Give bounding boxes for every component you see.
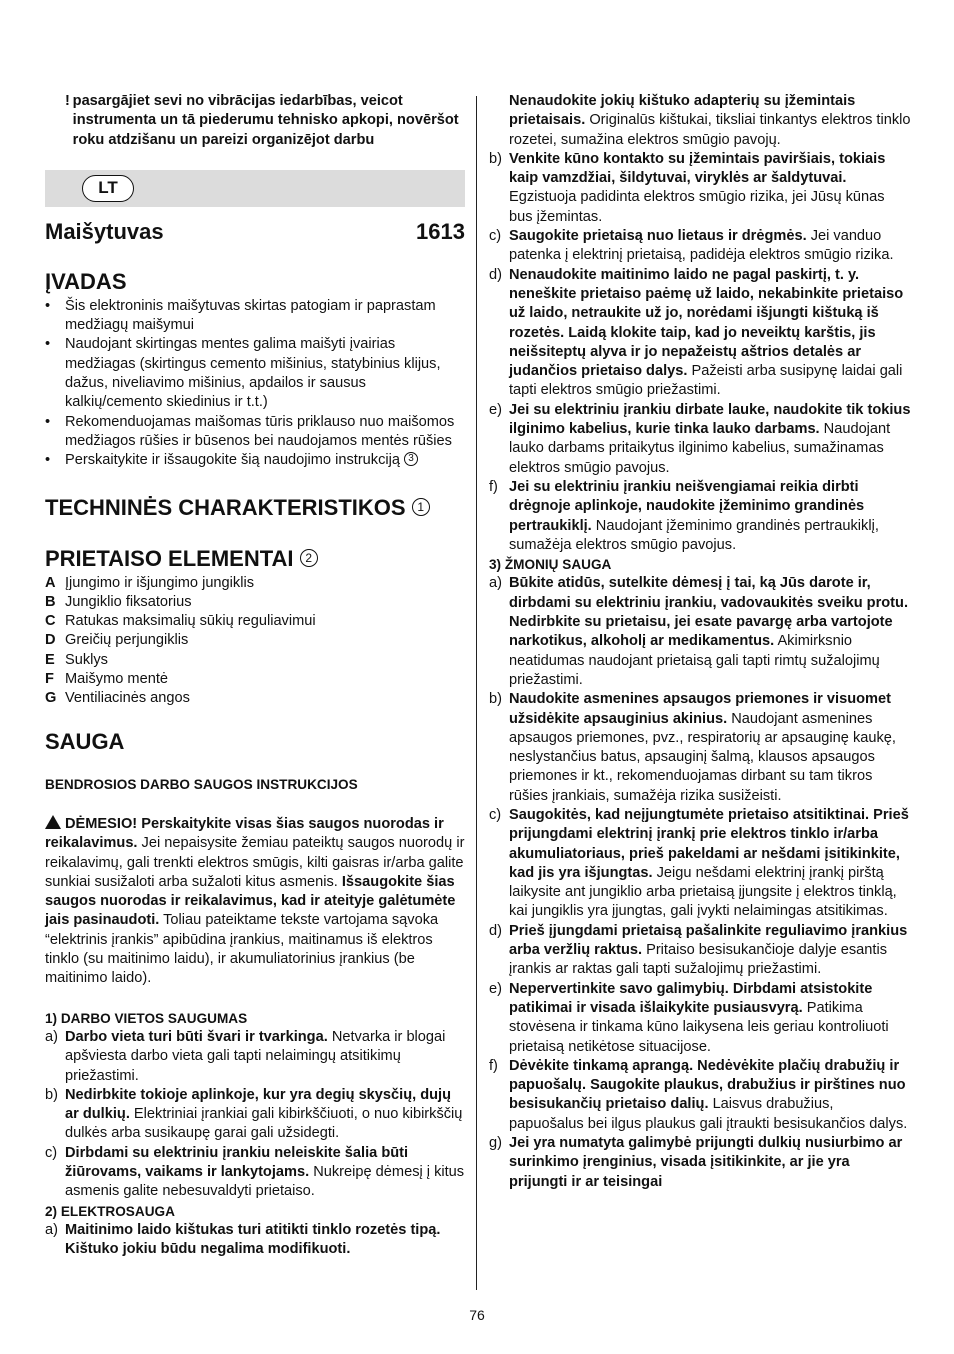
list-item: D Greičių perjungiklis — [45, 632, 189, 649]
page-title — [45, 219, 465, 245]
list-item: E Suklys — [45, 651, 108, 668]
safety-heading: SAUGA — [45, 728, 125, 754]
product-model: 1613 — [416, 218, 465, 244]
right-column — [489, 92, 911, 1192]
language-bar — [45, 170, 465, 207]
list-item: d) Nenaudokite maitinimo laido ne pagal paskirtį, t. y. neneškite prietaiso paėmę už laido, nekabinkite prietaiso už laido, netraukite už jo, norėdami išjungti kištuką iš rozetės. Laidą klokite taip, kad jo neveiktų karštis, jis neišsiteptų alyva ir jo nepažeistų aštrios detalės ar judančios prietaiso dalys. Pažeisti arba susipynę laidai gali tapti elektros smūgio priežastimi. — [489, 266, 904, 399]
list-item: a) Maitinimo laido kištukas turi atitikti tinklo rozetės tipą. Kištuko jokiu būdu negalima modifikuoti. — [45, 1221, 441, 1258]
list-item: g) Jei yra numatyta galimybė prijungti dulkių nusiurbimo ar surinkimo įrenginius, visada įsitikinkite, ar jie yra prijungti ir ar teisingai — [489, 1135, 903, 1190]
list-item: f) Dėvėkite tinkamą aprangą. Nedėvėkite plačių drabužių ir papuošalų. Saugokite plaukus, drabužius ir pirštines nuo besisukančių prietaiso dalių. Laisvus drabužius, papuošalus bei ilgus plaukus gali įtraukti besisukančios dalys. — [489, 1057, 908, 1132]
product-name: Maišytuvas — [45, 218, 164, 244]
column-divider — [476, 96, 477, 1290]
figure-ref-icon: 1 — [412, 498, 430, 516]
figure-ref-icon: 2 — [300, 549, 318, 567]
section-2-heading: 2) ELEKTROSAUGA — [45, 1203, 175, 1219]
elements-heading: PRIETAISO ELEMENTAI 2 — [45, 546, 465, 572]
elements-list — [45, 574, 465, 709]
figure-ref-icon: 3 — [404, 452, 418, 466]
section-1-heading: 1) DARBO VIETOS SAUGUMAS — [45, 1010, 248, 1026]
list-item: • Rekomenduojamas maišomas tūris priklauso nuo maišomos medžiagos rūšies ir būsenos bei naudojamos mentės rūšies — [45, 413, 455, 449]
list-item: F Maišymo mentė — [45, 671, 168, 688]
list-item: b) Nedirbkite tokioje aplinkoje, kur yra degių skysčių, dujų ar dulkių. Elektriniai įrankiai gali kibirkščiuoti, o nuo kibirkščių dulkės arba susikaupę garai gali užsidegti. — [45, 1086, 463, 1142]
list-item: e) Jei su elektriniu įrankiu dirbate lauke, naudokite tik tokius ilginimo kabelius, kurie tinka lauko darbams. Naudojant lauko darbams pritaikytus ilginimo kabelius, sumažinamas elektros smūgio pavojus. — [489, 401, 911, 476]
list-item: e) Nepervertinkite savo galimybių. Dirbdami atsistokite patikimai ir visada išlaikykite pusiausvyrą. Patikima stovėsena ir tinkama kūno laikysena leis geriau kontroliuoti prietaisą netikėtose situacijose. — [489, 980, 889, 1055]
list-item: B Jungiklio fiksatorius — [45, 593, 192, 610]
page-number: 76 — [469, 1307, 485, 1323]
list-item-continuation: Nenaudokite jokių kištuko adapterių su įžemintais prietaisais. Originalūs kištukai, tiksliai tinkantys elektros tinklo rozetei, sumažina elektros smūgio pavojų. — [509, 93, 911, 148]
warning-text: pasargājiet sevi no vibrācijas iedarbības, veicot instrumenta un tā piederumu tehnisko apkopi, novēršot roku atdzišanu un pareizi organizējot darbu — [72, 93, 459, 148]
warning-mark: ! — [65, 93, 70, 109]
top-warning — [45, 92, 465, 150]
list-item: f) Jei su elektriniu įrankiu neišvengiamai reikia dirbti drėgnoje aplinkoje, naudokite įžeminimo grandinės pertraukiklį. Naudojant įžeminimo grandinės pertraukiklį, sumažėja elektros smūgio pavojus. — [489, 478, 879, 553]
list-item: c) Saugokite prietaisą nuo lietaus ir drėgmės. Jei vanduo patenka į elektrinį prietaisą, padidėja elektros smūgio rizika. — [489, 228, 894, 264]
list-item: c) Dirbdami su elektriniu įrankiu neleiskite šalia būti žiūrovams, vaikams ir lankytojams. Nukreipę dėmesį į kitus asmenis galite nebesuvaldyti prietaiso. — [45, 1144, 465, 1200]
list-item: b) Venkite kūno kontakto su įžemintais paviršiais, tokiais kaip vamzdžiai, šildytuvai, viryklės ar šaldytuvai. Egzistuoja padidinta elektros smūgio rizika, jei Jūsų kūnas bus įžemintas. — [489, 150, 886, 225]
list-item: a) Darbo vieta turi būti švari ir tvarkinga. Netvarka ir blogai apšviesta darbo vieta gali tapti nelaimingų atsitikimų priežastimi. — [45, 1028, 446, 1084]
list-item: c) Saugokitės, kad neįjungtumėte prietaiso atsitiktinai. Prieš prijungdami elektrinį įrankį prie elektros tinklo ir/arba akumuliatoriaus, prieš pakeldami ar nešdami įsitikinkite, kad jis yra išjungtas. Jeigu nešdami elektrinį įrankį pirštą laikysite ant jungiklio arba prietaisą įjungsite į elektros tinklą, kai jungiklis yra įjungtas, gali įvykti nelaimingas atsitikimas. — [489, 806, 909, 920]
intro-heading: ĮVADAS — [45, 268, 127, 294]
left-column — [45, 92, 465, 1259]
list-item: b) Naudokite asmenines apsaugos priemones ir visuomet užsidėkite apsauginius akinius. Naudojant asmenines apsaugos priemones, pvz., respiratorių ar apsauginę kaukę, neslystančius batus, apsauginį šalmą, klausos apsaugos priemones ir kt., rekomenduojamas dirbant su tam tikros rūšies įrankiais, sumažėja rizika susižeisti. — [489, 691, 896, 804]
attention-paragraph: DĖMESIO! Perskaitykite visas šias saugos nuorodas ir reikalavimus. Jei nepaisysite žemiau pateiktų saugos nuorodų ir reikalavimų, gali trenkti elektros smūgis, kilti gaisras ir/arba galite sunkiai susižaloti arba sužaloti kitus asmenis. Išsaugokite šias saugos nuorodas ir reikalavimus, kad ir ateityje galėtumėte jais pasinaudoti. Toliau pateiktame tekste vartojama sąvoka “elektrinis įrankis” apibūdina įrankius, maitinamus iš elektros tinklo (su maitinimo laidu), ir akumuliatorinius įrankius (be maitinimo laido). — [45, 815, 465, 987]
section-3-heading: 3) ŽMONIŲ SAUGA — [489, 557, 612, 573]
list-item: A Įjungimo ir išjungimo jungiklis — [45, 574, 254, 591]
list-item: • Perskaitykite ir išsaugokite šią naudojimo instrukciją 3 — [45, 451, 465, 470]
list-item: d) Prieš įjungdami prietaisą pašalinkite reguliavimo įrankius arba veržlių raktus. Pritaiso besisukančioje dalyje esantis įrankis ar raktas gali tapti sužalojimų priežastimi. — [489, 922, 908, 978]
tech-heading: TECHNINĖS CHARAKTERISTIKOS 1 — [45, 495, 465, 521]
safety-subheading: BENDROSIOS DARBO SAUGOS INSTRUKCIJOS — [45, 776, 358, 792]
warning-triangle-icon — [45, 815, 61, 829]
list-item: • Šis elektroninis maišytuvas skirtas patogiam ir paprastam medžiagų maišymui — [45, 297, 436, 334]
list-item: a) Būkite atidūs, sutelkite dėmesį į tai, ką Jūs darote ir, dirbdami su elektriniu įrankiu, vadovaukitės sveiku protu. Nedirbkite su prietaisu, jei esate pavargę arba vartojote narkotikus, alkoholį ar medikamentus. Akimirksnio neatidumas naudojant prietaisą gali tapti rimtų sužalojimų priežastimi. — [489, 575, 909, 688]
list-item: • Naudojant skirtingas mentes galima maišyti įvairias medžiagas (skirtingus cemento mišinius, statybinius klijus, dažus, niveliavimo mišinius, apdailos ir sausus kalkių/cemento skiedinius ir t.t.) — [45, 336, 441, 411]
language-badge: LT — [82, 175, 134, 202]
intro-list — [45, 297, 465, 471]
list-item: C Ratukas maksimalių sūkių reguliavimui — [45, 613, 316, 630]
list-item: G Ventiliacinės angos — [45, 690, 190, 707]
